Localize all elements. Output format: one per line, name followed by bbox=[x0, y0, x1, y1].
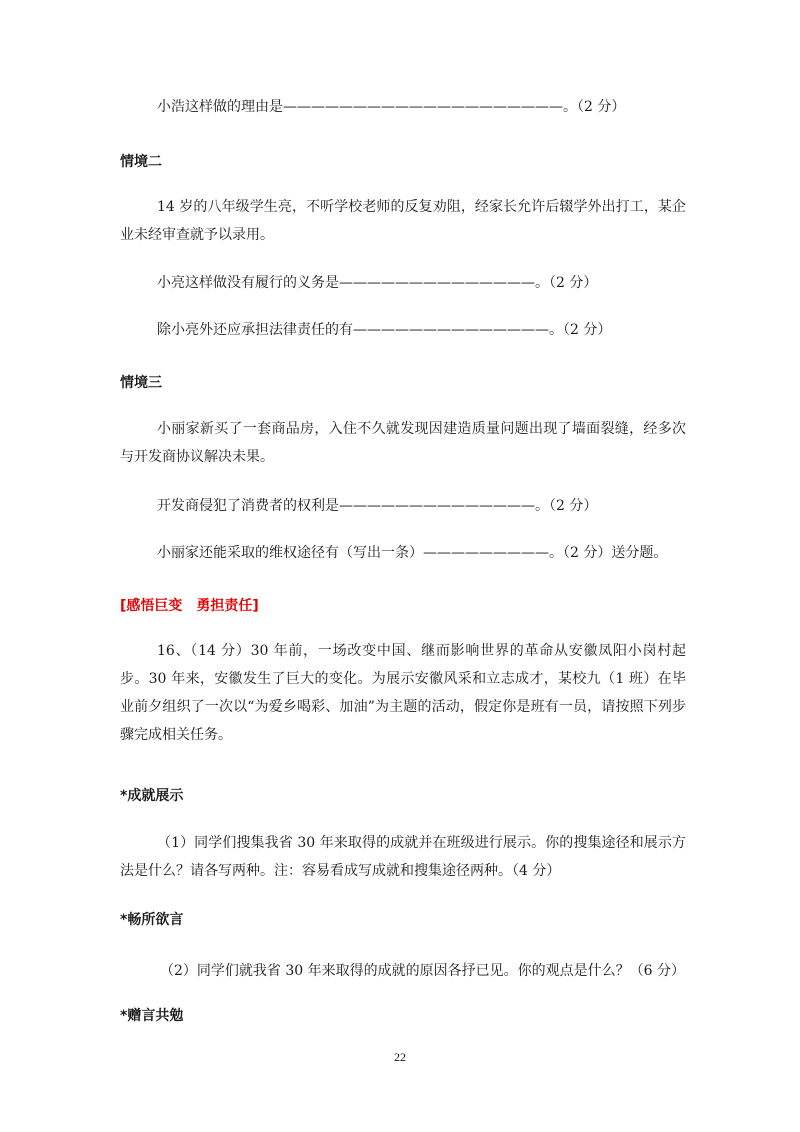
question-xiaoliang-duty: 小亮这样做没有履行的义务是——————————————。（2 分） bbox=[157, 275, 598, 291]
question-16-paragraph: 16、（14 分）30 年前，一场改变中国、继而影响世界的革命从安徽凤阳小岗村起步。30 年来，安徽发生了巨大的变化。为展示安徽风采和立志成才，某校九（1 班）在毕业前夕组织了一次以“为爱乡喝彩、加油”为主题的活动，假定你是班有一员，请按照下列步骤完成相关任务。 bbox=[120, 643, 686, 743]
mutual-encouragement-heading: *赠言共勉 bbox=[120, 1008, 184, 1024]
scenario-3-heading: 情境三 bbox=[120, 375, 162, 391]
question-1-paragraph: （1）同学们搜集我省 30 年来取得的成就并在班级进行展示。你的搜集途径和展示方法是什么？请各写两种。注：容易看成写成就和搜集途径两种。（4 分） bbox=[120, 835, 686, 879]
free-discussion-heading: *畅所欲言 bbox=[120, 912, 184, 928]
scenario-3-paragraph: 小丽家新买了一套商品房，入住不久就发现因建造质量问题出现了墙面裂缝，经多次与开发商协议解决未果。 bbox=[120, 421, 686, 465]
question-rights-protection: 小丽家还能采取的维权途径有（写出一条）—————————。（2 分）送分题。 bbox=[157, 545, 668, 561]
question-legal-responsibility: 除小亮外还应承担法律责任的有——————————————。（2 分） bbox=[157, 322, 612, 338]
scenario-2-paragraph: 14 岁的八年级学生亮，不听学校老师的反复劝阻，经家长允许后辍学外出打工，某企业未经审查就予以录用。 bbox=[120, 199, 686, 243]
achievement-display-heading: *成就展示 bbox=[120, 788, 184, 804]
page-number: 22 bbox=[394, 1050, 406, 1064]
question-2-paragraph: （2）同学们就我省 30 年来取得的成就的原因各抒已见。你的观点是什么？（6 分） bbox=[160, 963, 685, 979]
question-consumer-rights: 开发商侵犯了消费者的权利是——————————————。（2 分） bbox=[157, 498, 598, 514]
question-xiaohao-reason: 小浩这样做的理由是————————————————————。（2 分） bbox=[157, 99, 626, 115]
scenario-2-heading: 情境二 bbox=[120, 154, 162, 170]
section-heading: [感悟巨变 勇担责任] bbox=[120, 598, 259, 614]
